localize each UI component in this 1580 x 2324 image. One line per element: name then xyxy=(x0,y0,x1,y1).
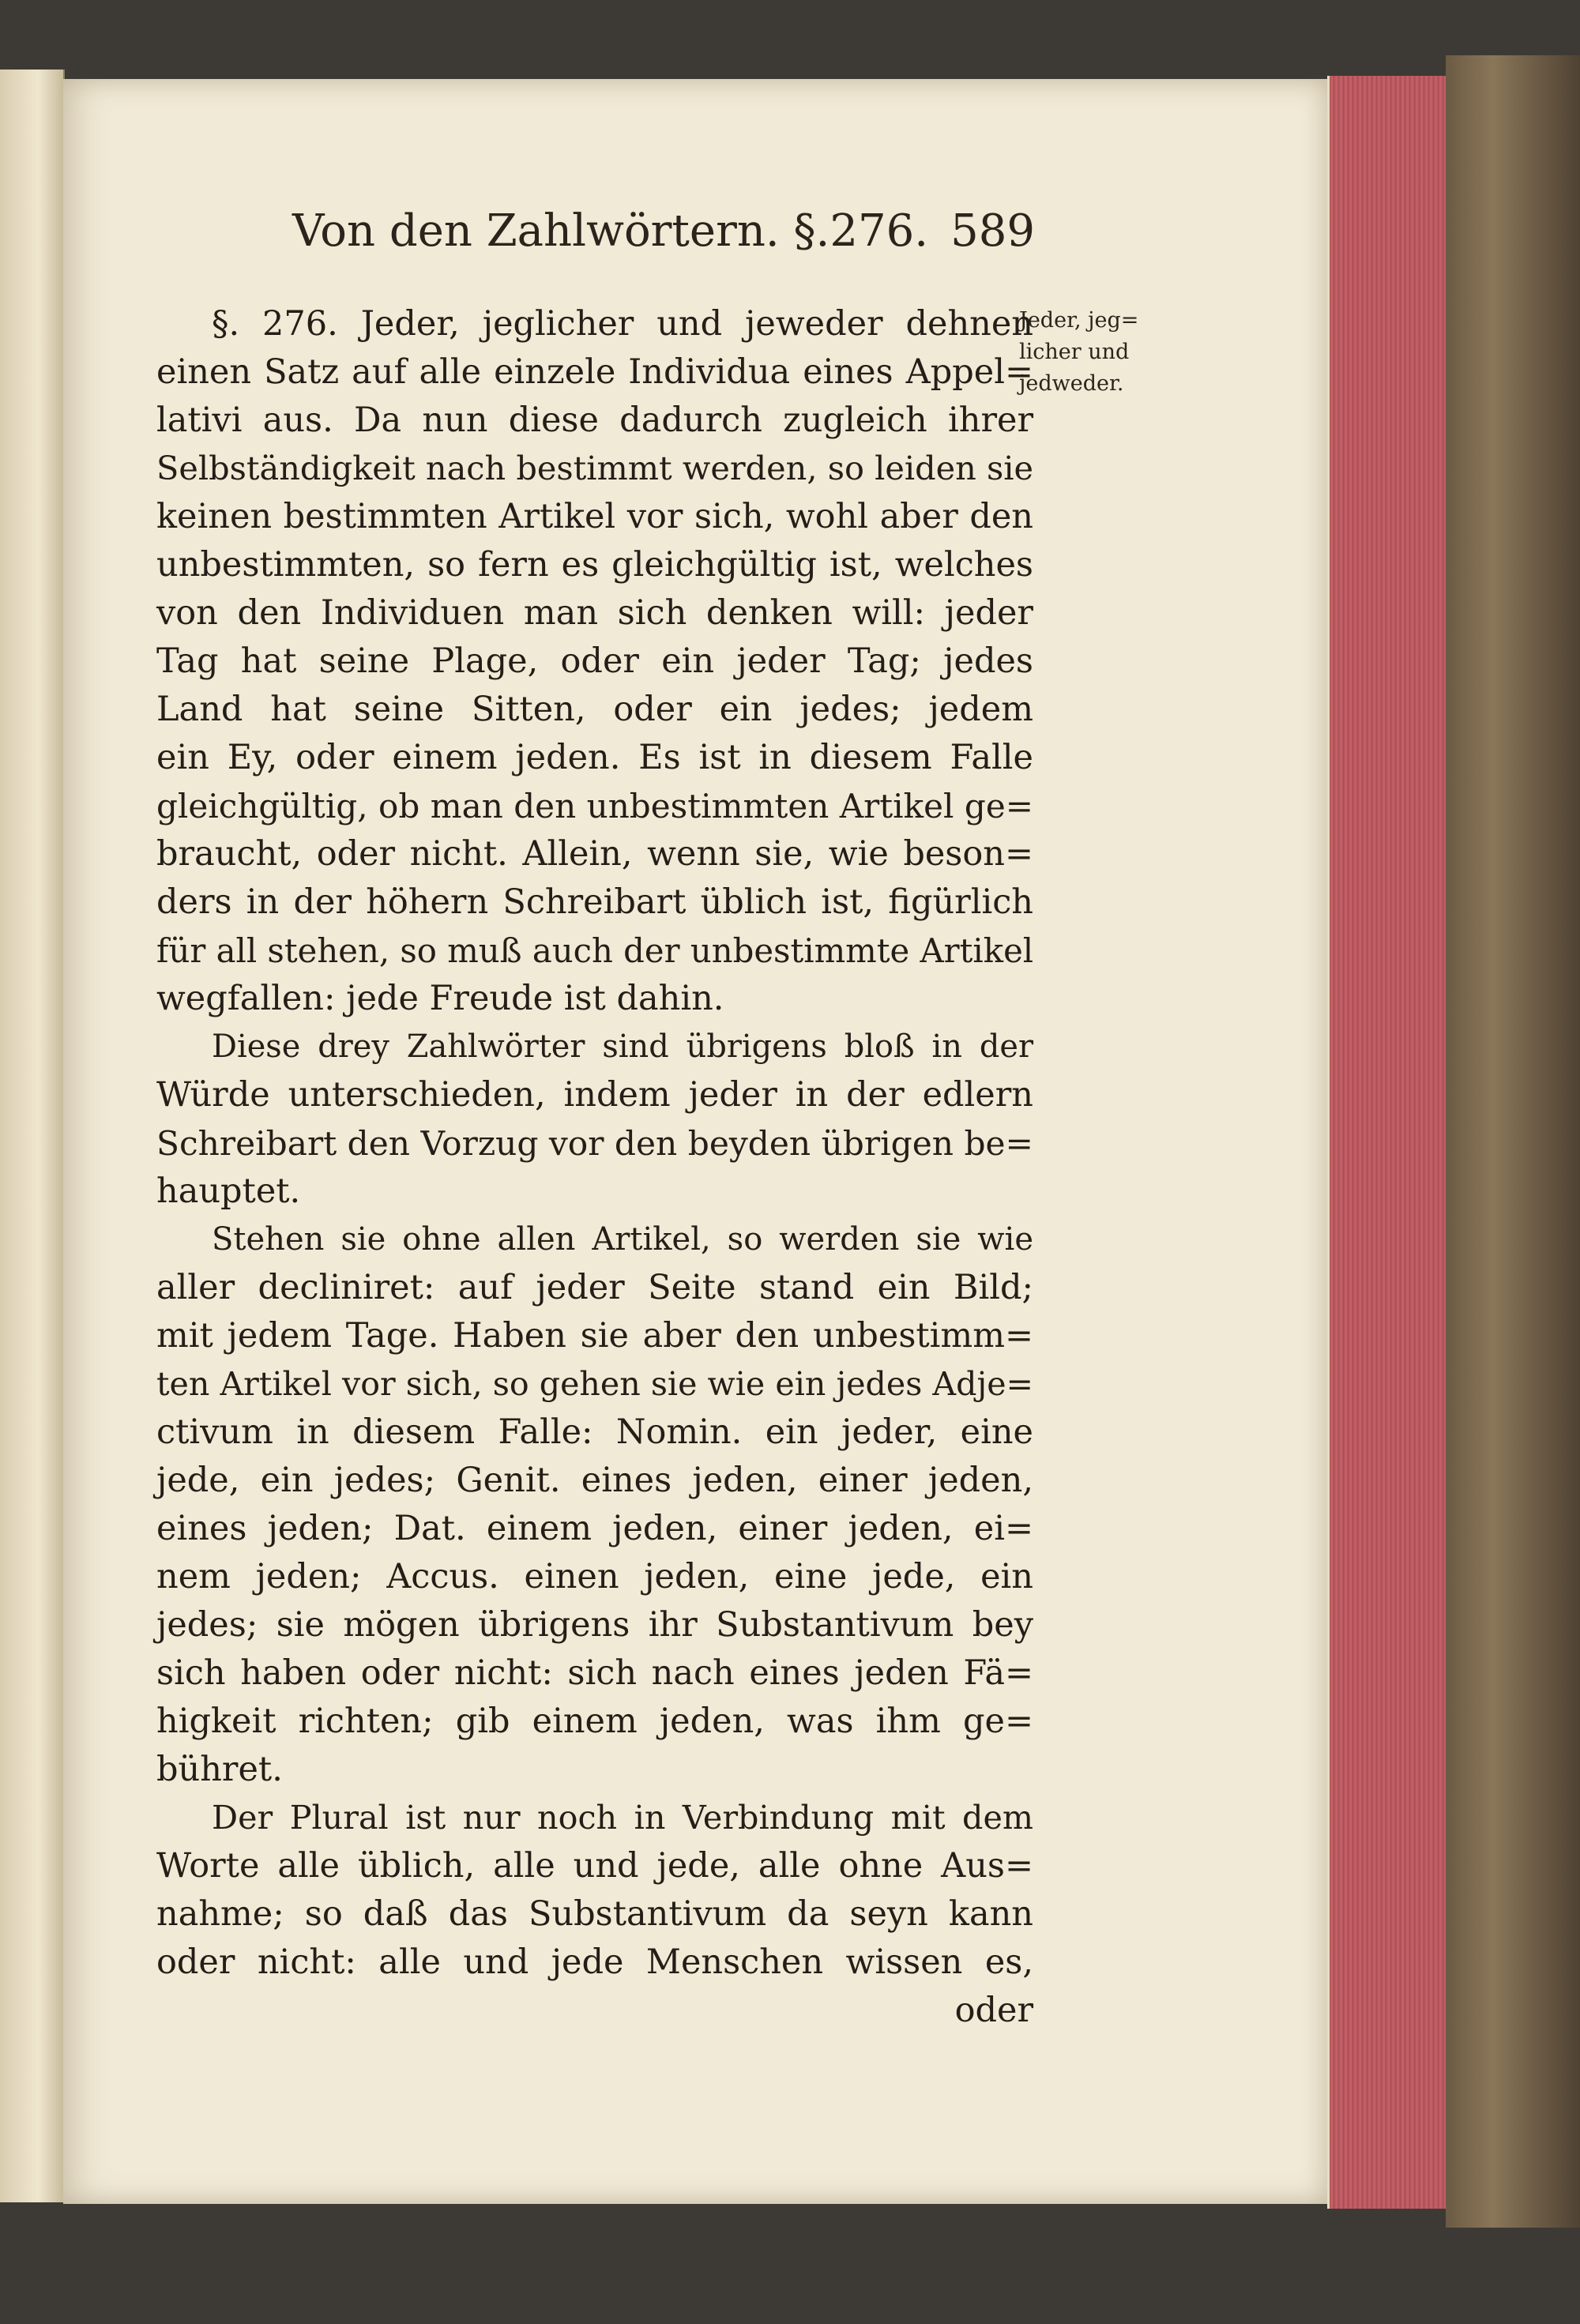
text-line: Schreibart den Vorzug vor den beyden übrigen be= xyxy=(156,1124,1033,1163)
page-header xyxy=(292,205,1035,269)
margin-note-line: licher und xyxy=(1019,340,1130,364)
red-page-edges xyxy=(1327,76,1448,2209)
running-title: Von den Zahlwörtern. §.276. xyxy=(292,205,928,257)
text-line: von den Individuen man sich denken will: jeder xyxy=(156,593,1033,633)
text-line: ctivum in diesem Falle: Nomin. ein jeder, eine xyxy=(156,1412,1033,1452)
text-line: für all stehen, so muß auch der unbestimmte Artikel xyxy=(156,931,1034,970)
catchword: oder xyxy=(954,1991,1033,2030)
text-line: aller decliniret: auf jeder Seite stand ein Bild; xyxy=(156,1268,1033,1307)
text-line: Stehen sie ohne allen Artikel, so werden sie wie xyxy=(212,1221,1033,1258)
text-line: ten Artikel vor sich, so gehen sie wie ein jedes Adje= xyxy=(156,1365,1033,1403)
text-line: Diese drey Zahlwörter sind übrigens bloß in der xyxy=(212,1029,1033,1065)
text-line: ders in der höhern Schreibart üblich ist, figürlich xyxy=(156,882,1033,922)
text-line: hauptet. xyxy=(156,1171,301,1211)
text-line: higkeit richten; gib einem jeden, was ihm ge= xyxy=(156,1702,1033,1741)
margin-note-line: jedweder. xyxy=(1019,371,1124,396)
text-line: Der Plural ist nur noch in Verbindung mit dem xyxy=(212,1799,1033,1837)
text-line: Tag hat seine Plage, oder ein jeder Tag; jedes xyxy=(156,641,1033,681)
text-line: nem jeden; Accus. einen jeden, eine jede, ein xyxy=(156,1557,1033,1596)
text-line: Land hat seine Sitten, oder ein jedes; jedem xyxy=(156,690,1033,729)
book-cover xyxy=(1446,55,1580,2228)
text-line: braucht, oder nicht. Allein, wenn sie, wie beson= xyxy=(156,834,1033,874)
text-line: Selbständigkeit nach bestimmt werden, so leiden sie xyxy=(156,449,1033,487)
text-line: Würde unterschieden, indem jeder in der edlern xyxy=(156,1075,1033,1115)
body-text xyxy=(156,300,1033,2035)
text-line: nahme; so daß das Substantivum da seyn kann xyxy=(156,1894,1033,1934)
text-line: §. 276. Jeder, jeglicher und jeweder dehnen xyxy=(212,304,1033,344)
text-line: ein Ey, oder einem jeden. Es ist in diesem Falle xyxy=(156,738,1033,777)
text-line: wegfallen: jede Freude ist dahin. xyxy=(156,979,724,1018)
text-line: bühret. xyxy=(156,1750,283,1789)
text-line: mit jedem Tage. Haben sie aber den unbestimm= xyxy=(156,1316,1033,1356)
text-line: unbestimmten, so fern es gleichgültig ist, welches xyxy=(156,545,1033,585)
text-line: jedes; sie mögen übrigens ihr Substantivum bey xyxy=(156,1605,1033,1645)
text-line: lativi aus. Da nun diese dadurch zugleich ihrer xyxy=(156,400,1033,440)
text-line: keinen bestimmten Artikel vor sich, wohl aber den xyxy=(156,497,1033,536)
text-line: Worte alle üblich, alle und jede, alle ohne Aus= xyxy=(156,1846,1033,1886)
margin-note-line: Jeder, jeg= xyxy=(1019,308,1139,333)
text-line: oder nicht: alle und jede Menschen wissen es, xyxy=(156,1942,1033,1982)
text-line: gleichgültig, ob man den unbestimmten Artikel ge= xyxy=(156,787,1033,825)
margin-note xyxy=(1019,305,1209,400)
text-line: jede, ein jedes; Genit. eines jeden, einer jeden, xyxy=(156,1461,1033,1500)
text-line: einen Satz auf alle einzele Individua eines Appel= xyxy=(156,352,1033,392)
text-line: eines jeden; Dat. einem jeden, einer jeden, ei= xyxy=(156,1509,1033,1548)
page-number: 589 xyxy=(950,205,1035,257)
facing-page-edge xyxy=(0,70,65,2202)
text-line: sich haben oder nicht: sich nach eines jeden Fä= xyxy=(156,1653,1033,1693)
